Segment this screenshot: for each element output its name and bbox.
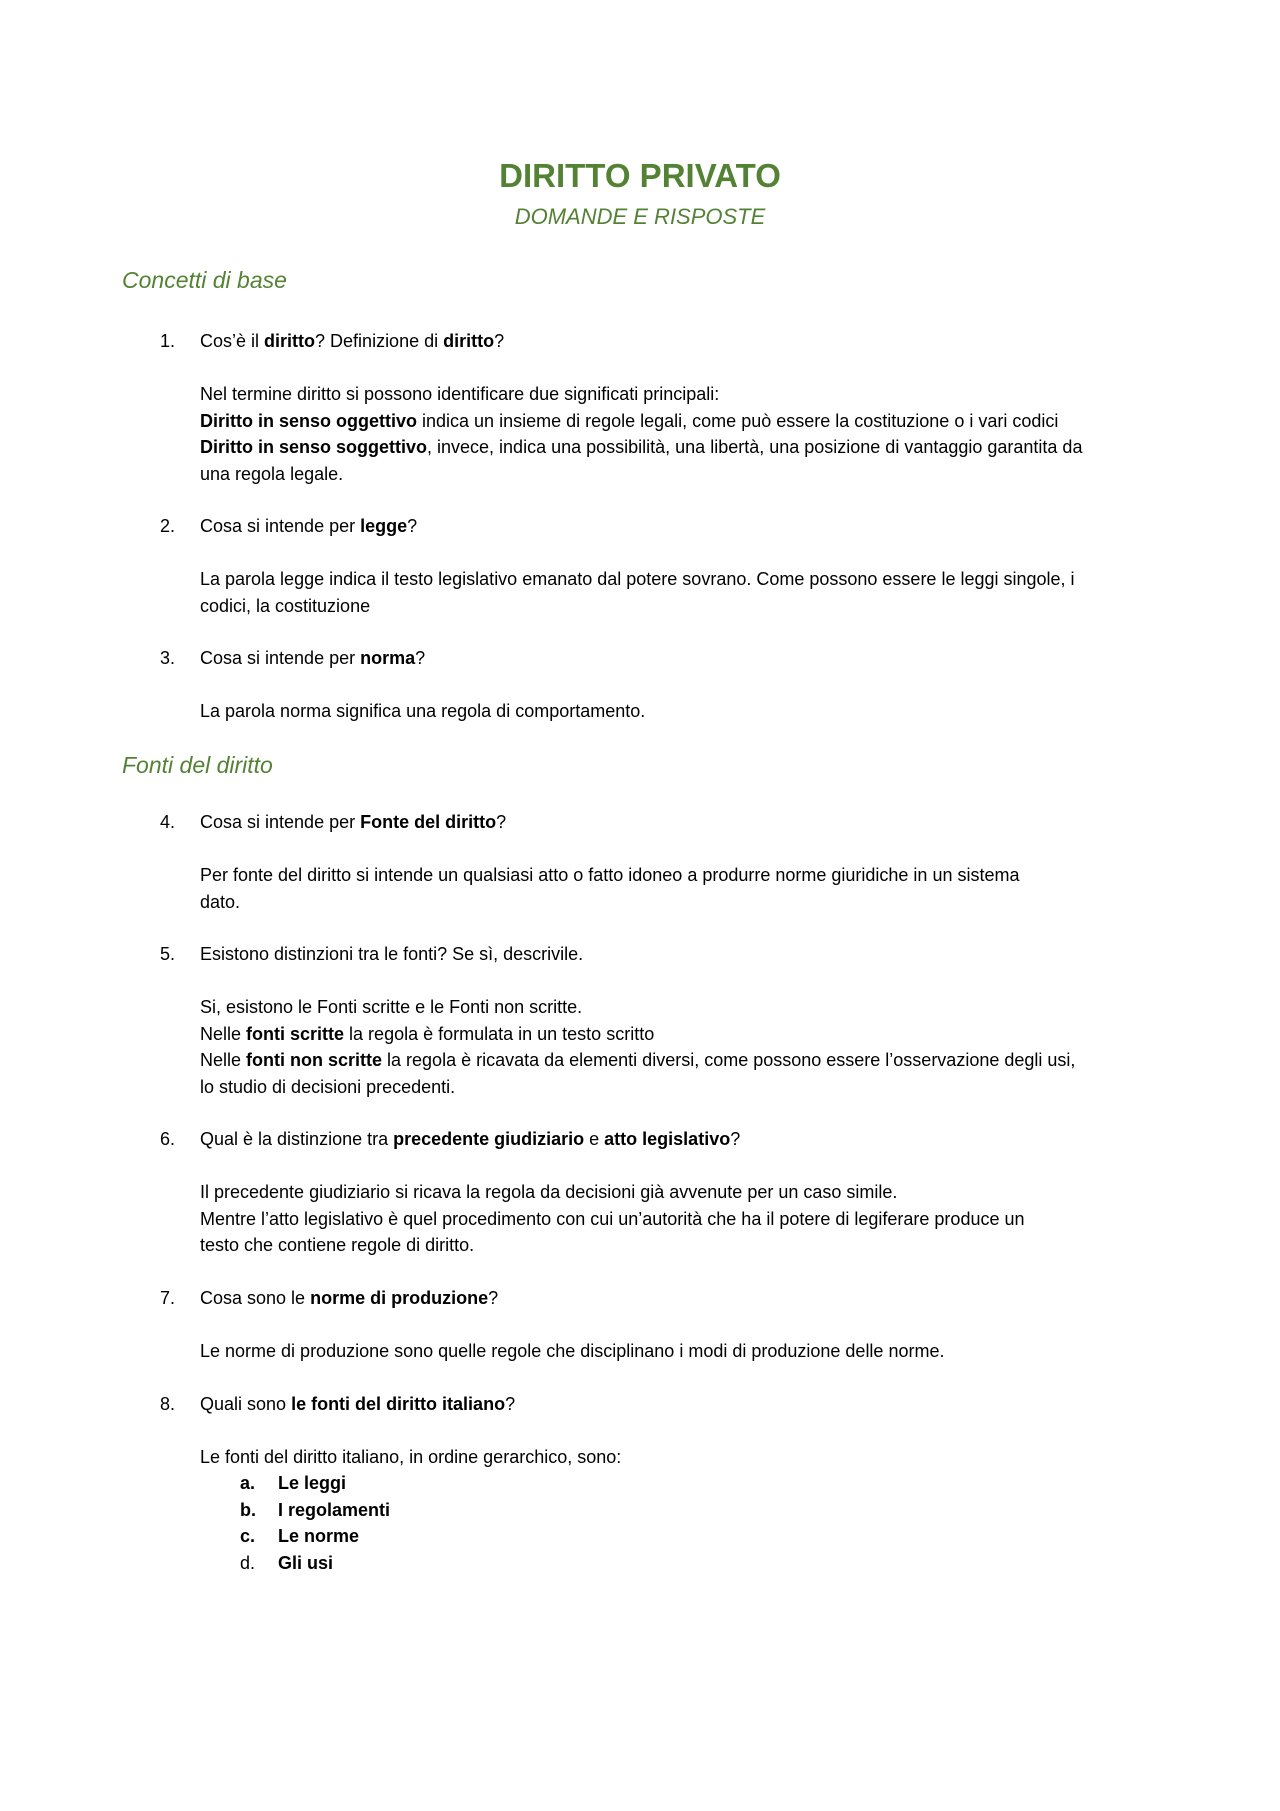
answer-keyword: Diritto in senso oggettivo bbox=[200, 410, 418, 431]
section-heading-concetti: Concetti di base bbox=[122, 267, 287, 293]
answer-line: La parola legge indica il testo legislativo emanato dal potere sovrano. Come possono essere le leggi singole, i bbox=[200, 569, 1075, 589]
question-number: 1. bbox=[160, 331, 176, 351]
question-keyword: diritto bbox=[443, 331, 495, 351]
question-text bbox=[200, 1126, 740, 1152]
question-number: 2. bbox=[160, 516, 176, 536]
list-letter: d. bbox=[240, 1552, 256, 1573]
answer-line: testo che contiene regole di diritto. bbox=[200, 1235, 475, 1255]
document-title: DIRITTO PRIVATO bbox=[499, 157, 781, 194]
answer-line: La parola norma significa una regola di comportamento. bbox=[200, 701, 646, 721]
answer-line bbox=[200, 434, 1160, 461]
question-number: 5. bbox=[160, 944, 176, 964]
question-text bbox=[200, 1391, 515, 1417]
answer-line: Mentre l’atto legislativo è quel procedimento con cui un’autorità che ha il potere di legiferare produce un bbox=[200, 1208, 1025, 1229]
document-subtitle: DOMANDE E RISPOSTE bbox=[514, 204, 766, 229]
question-keyword: norma bbox=[360, 648, 416, 668]
answer-line: Il precedente giudiziario si ricava la regola da decisioni già avvenute per un caso simile. bbox=[200, 1182, 898, 1202]
question-number: 4. bbox=[160, 812, 176, 832]
answer-keyword: fonti scritte bbox=[246, 1023, 345, 1044]
list-text: I regolamenti bbox=[278, 1499, 391, 1520]
hierarchy-list bbox=[200, 1470, 390, 1576]
answer-line: Per fonte del diritto si intende un qualsiasi atto o fatto idoneo a produrre norme giuridiche in un sistema bbox=[200, 865, 1020, 885]
question-number: 7. bbox=[160, 1288, 176, 1308]
list-letter: c. bbox=[240, 1526, 256, 1546]
question-number: 8. bbox=[160, 1394, 176, 1414]
question-fragment: Cosa si intende per bbox=[200, 648, 361, 668]
question-keyword: legge bbox=[360, 516, 408, 536]
list-letter: b. bbox=[240, 1499, 256, 1520]
list-item bbox=[200, 1550, 390, 1577]
answer-block bbox=[200, 862, 1160, 915]
question-fragment: Cos’è il bbox=[200, 331, 265, 351]
list-text: Gli usi bbox=[278, 1552, 334, 1573]
answer-line bbox=[200, 408, 1160, 435]
question-fragment: ? bbox=[505, 1394, 516, 1414]
answer-block bbox=[200, 1444, 1160, 1471]
list-text: Le leggi bbox=[278, 1473, 347, 1493]
question-fragment: ? bbox=[730, 1129, 741, 1149]
list-item bbox=[200, 1523, 390, 1550]
question-fragment: ? bbox=[488, 1288, 499, 1308]
question-fragment: Esistono distinzioni tra le fonti? Se sì, descrivile. bbox=[200, 944, 584, 964]
question-text bbox=[200, 513, 417, 539]
question-fragment: Qual è la distinzione tra bbox=[200, 1129, 394, 1149]
question-fragment: ? bbox=[407, 516, 418, 536]
question-keyword: precedente giudiziario bbox=[393, 1129, 585, 1149]
answer-fragment: la regola è formulata in un testo scritto bbox=[344, 1023, 655, 1044]
question-text bbox=[200, 328, 504, 354]
question-text bbox=[200, 941, 583, 967]
answer-line bbox=[200, 1021, 1160, 1048]
question-fragment: Quali sono bbox=[200, 1394, 292, 1414]
answer-line: Le norme di produzione sono quelle regole che disciplinano i modi di produzione delle norme. bbox=[200, 1341, 945, 1361]
question-keyword: Fonte del diritto bbox=[360, 812, 497, 832]
answer-block bbox=[200, 994, 1160, 1100]
question-fragment: Cosa si intende per bbox=[200, 516, 361, 536]
answer-block bbox=[200, 1338, 1160, 1365]
answer-line bbox=[200, 1047, 1160, 1074]
list-item bbox=[200, 1497, 390, 1524]
question-text bbox=[200, 645, 425, 671]
answer-fragment: , invece, indica una possibilità, una libertà, una posizione di vantaggio garantita da bbox=[427, 437, 1083, 457]
question-number: 6. bbox=[160, 1129, 176, 1149]
question-keyword: le fonti del diritto italiano bbox=[291, 1394, 506, 1414]
answer-fragment: Nelle bbox=[200, 1050, 247, 1070]
question-fragment: ? Definizione di bbox=[315, 331, 444, 351]
answer-keyword: Diritto in senso soggettivo bbox=[200, 437, 428, 457]
answer-fragment: Nelle bbox=[200, 1023, 247, 1044]
answer-line: codici, la costituzione bbox=[200, 595, 371, 616]
question-number: 3. bbox=[160, 648, 176, 668]
question-text bbox=[200, 809, 506, 835]
section-heading-fonti: Fonti del diritto bbox=[122, 752, 273, 778]
answer-block bbox=[200, 381, 1160, 487]
question-fragment: ? bbox=[496, 812, 507, 832]
question-fragment: Cosa si intende per bbox=[200, 812, 361, 832]
answer-line: lo studio di decisioni precedenti. bbox=[200, 1076, 456, 1097]
question-text bbox=[200, 1285, 498, 1311]
question-keyword: diritto bbox=[264, 331, 316, 351]
answer-line: Si, esistono le Fonti scritte e le Fonti non scritte. bbox=[200, 997, 583, 1017]
list-item bbox=[200, 1470, 390, 1497]
answer-line: Le fonti del diritto italiano, in ordine gerarchico, sono: bbox=[200, 1447, 622, 1467]
question-fragment: ? bbox=[415, 648, 426, 668]
question-fragment: e bbox=[584, 1129, 605, 1149]
question-fragment: ? bbox=[494, 331, 505, 351]
question-keyword: atto legislativo bbox=[604, 1129, 731, 1149]
answer-block bbox=[200, 566, 1160, 619]
answer-fragment: indica un insieme di regole legali, come può essere la costituzione o i vari codici bbox=[417, 410, 1059, 431]
question-fragment: Cosa sono le bbox=[200, 1288, 311, 1308]
list-letter: a. bbox=[240, 1473, 256, 1493]
answer-block bbox=[200, 698, 1160, 725]
answer-block bbox=[200, 1179, 1160, 1259]
answer-line: dato. bbox=[200, 891, 241, 912]
answer-line: Nel termine diritto si possono identificare due significati principali: bbox=[200, 384, 720, 404]
answer-fragment: la regola è ricavata da elementi diversi, come possono essere l’osservazione degli usi, bbox=[382, 1050, 1076, 1070]
answer-line: una regola legale. bbox=[200, 463, 344, 484]
question-keyword: norme di produzione bbox=[310, 1288, 489, 1308]
list-text: Le norme bbox=[278, 1526, 360, 1546]
answer-keyword: fonti non scritte bbox=[246, 1050, 383, 1070]
